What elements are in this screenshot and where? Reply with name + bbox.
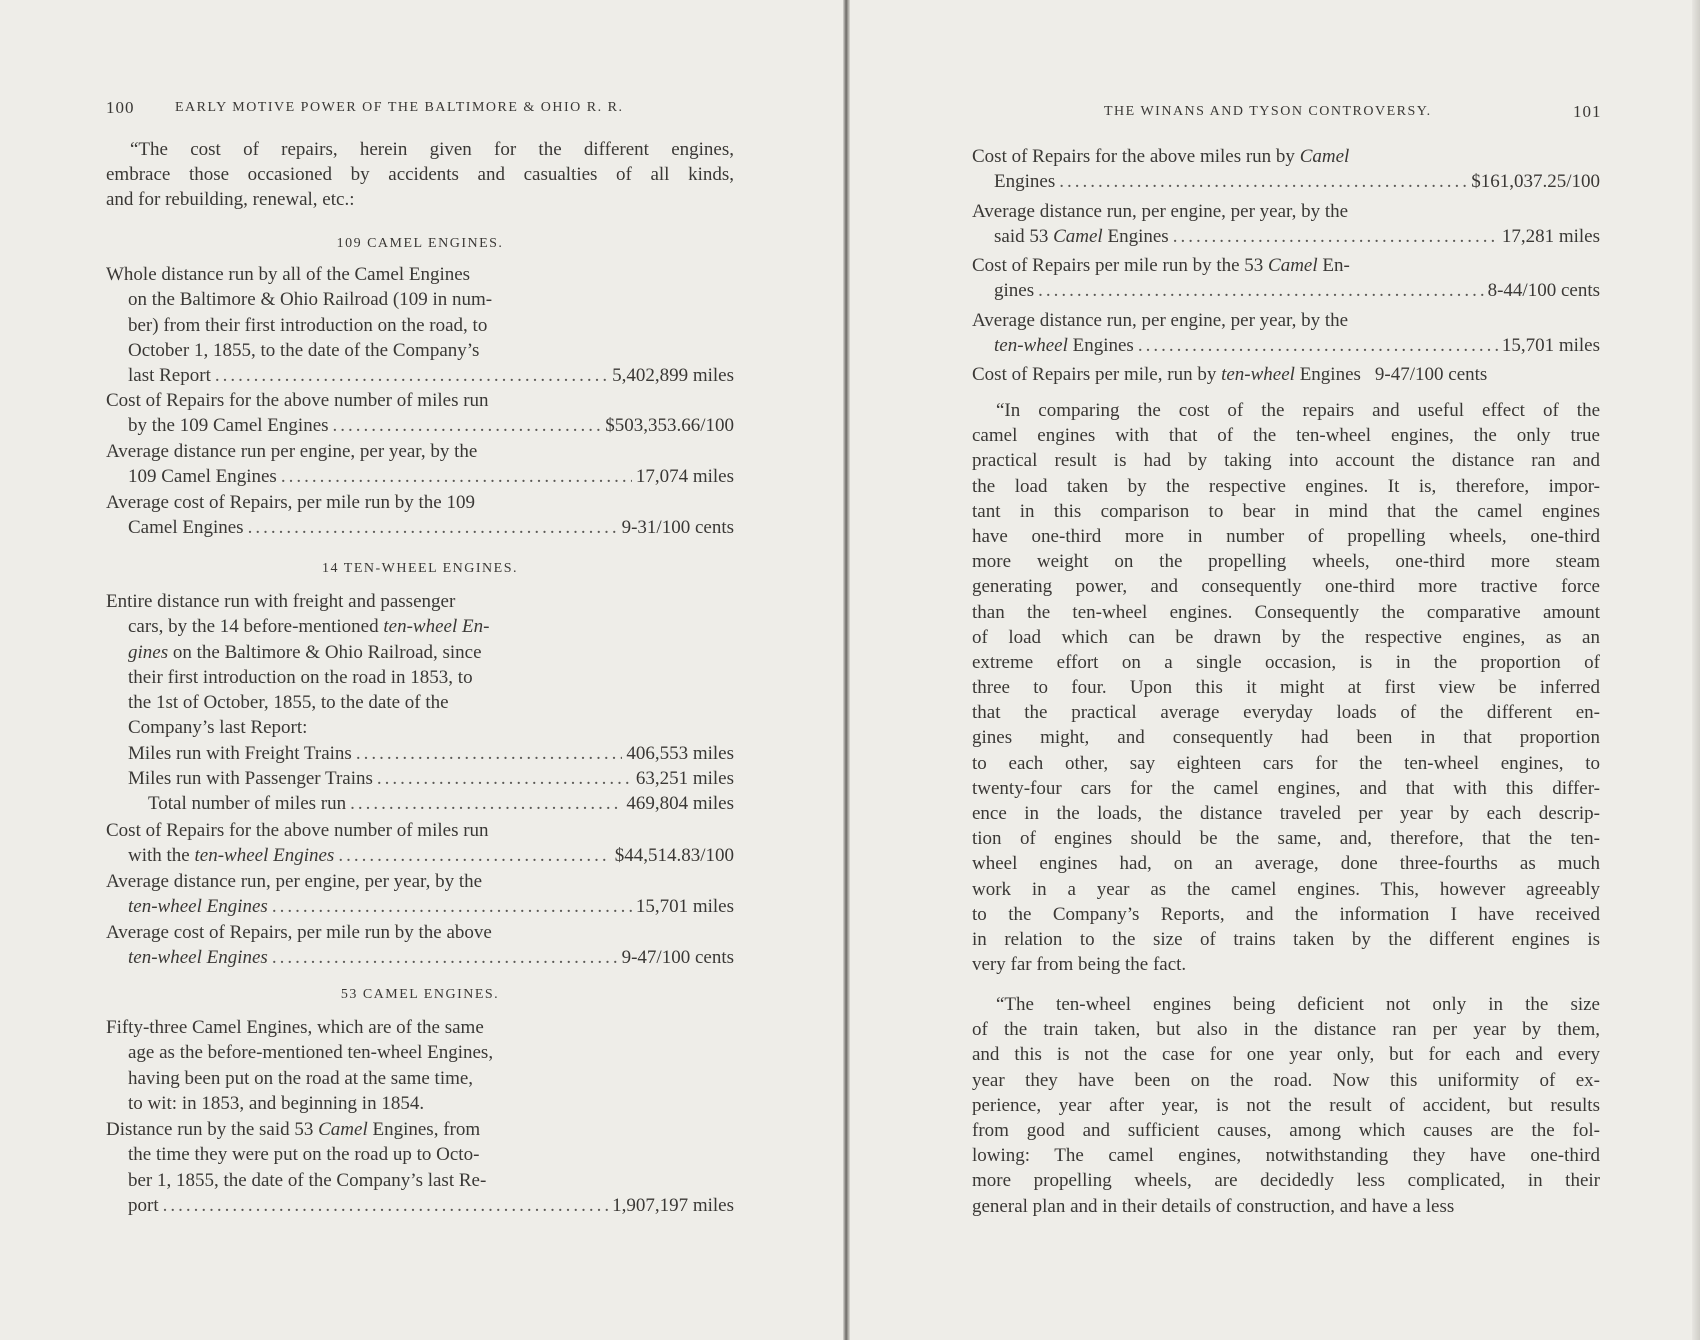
text-line: to the Company’s Reports, and the information I have received — [972, 903, 1600, 925]
text-run-italic: Camel — [1299, 146, 1350, 167]
text-line: more weight on the propelling wheels, one-third more steam — [972, 551, 1600, 573]
entry-label: Engines — [994, 171, 1056, 193]
entry-line: to wit: in 1853, and beginning in 1854. — [128, 1092, 425, 1114]
text-run: said 53 — [994, 226, 1054, 248]
entry-value: 1,907,197 miles — [612, 1194, 734, 1216]
text-run-italic: Camel — [1268, 255, 1318, 276]
text-run: Cost of Repairs per mile run by the 53 — [972, 255, 1269, 276]
text-line: the load taken by the respective engines. It is, therefore, impor- — [972, 475, 1600, 497]
leader-dots — [338, 843, 610, 868]
entry-value: 9-47/100 cents — [1374, 364, 1488, 385]
entry-value: 469,804 miles — [626, 793, 734, 815]
leader-dots — [1038, 278, 1483, 303]
entry-value: $161,037.25/100 — [1471, 171, 1600, 193]
page-edge — [1692, 0, 1700, 1340]
text-line: of the train taken, but also in the distance ran per year by them, — [972, 1019, 1600, 1041]
entry-line: the time they were put on the road up to Octo- — [128, 1144, 480, 1166]
entry-value: 15,701 miles — [1501, 335, 1600, 357]
leader-dots — [215, 363, 608, 388]
right-page-number: 101 — [1573, 102, 1602, 121]
text-line: generating power, and consequently one-third more tractive force — [972, 576, 1600, 598]
text-line: camel engines with that of the ten-wheel engines, the only true — [972, 425, 1600, 447]
text-run: Distance run by the said 53 — [106, 1119, 319, 1140]
right-page — [850, 0, 1700, 1340]
entry-entire-distance — [106, 589, 734, 817]
entry-value: 9-47/100 cents — [621, 947, 734, 969]
text-run-italic: gines — [128, 641, 169, 663]
text-line: “The ten-wheel engines being deficient not only in the size — [996, 994, 1600, 1015]
entry-label: gines — [994, 280, 1035, 302]
entry-line: Average cost of Repairs, per mile run by the above — [106, 922, 492, 943]
text-line: extreme effort on a single occasion, is in the proportion of — [972, 651, 1600, 673]
entry-line: age as the before-mentioned ten-wheel Engines, — [128, 1042, 494, 1064]
leader-dots — [333, 413, 602, 438]
entry-row-passenger — [106, 766, 734, 791]
entry-row — [972, 333, 1600, 358]
entry-average-distance-ten-wheel-right — [972, 308, 1600, 359]
entry-row — [972, 278, 1600, 303]
entry-label — [994, 333, 1134, 358]
leader-dots — [1059, 169, 1467, 194]
text-run: cars, by the 14 before-mentioned — [128, 616, 384, 638]
left-intro — [106, 137, 734, 213]
text-line: of load which can be drawn by the respective engines, as an — [972, 626, 1600, 648]
text-line: three to four. Upon this it might at first view be inferred — [972, 677, 1600, 699]
entry-value: 406,553 miles — [626, 742, 734, 764]
entry-row — [106, 843, 734, 868]
text-run: Cost of Repairs per mile, run by — [972, 364, 1222, 385]
right-running-head: THE WINANS AND TYSON CONTROVERSY. — [1104, 104, 1432, 119]
entry-value: $44,514.83/100 — [614, 845, 734, 867]
entry-label: last Report — [128, 365, 211, 387]
entry-row-freight — [106, 741, 734, 766]
leader-dots — [163, 1193, 608, 1218]
entry-line: Entire distance run with freight and passenger — [106, 591, 456, 612]
entry-row — [972, 362, 1600, 387]
entry-label: ten-wheel Engines — [128, 947, 268, 969]
entry-line: ber 1, 1855, the date of the Company’s last Re- — [128, 1169, 487, 1191]
book-gutter — [843, 0, 850, 1340]
entry-average-distance-ten-wheel — [106, 869, 734, 920]
text-run-italic: ten-wheel — [994, 335, 1068, 357]
text-run: Engines — [1294, 364, 1361, 385]
entry-line: the 1st of October, 1855, to the date of the — [128, 692, 449, 714]
entry-label: ten-wheel Engines — [128, 896, 268, 918]
section-heading-53-camel: 53 CAMEL ENGINES. — [340, 987, 500, 1002]
entry-label: Miles run with Freight Trains — [128, 742, 352, 764]
paragraph-deficient — [972, 992, 1600, 1219]
entry-line: Average distance run, per engine, per year, by the — [972, 201, 1349, 222]
entry-label: Camel Engines — [128, 517, 244, 539]
entry-row — [106, 1193, 734, 1218]
entry-cost-per-mile-ten-wheel — [972, 362, 1600, 387]
entry-line — [972, 253, 1600, 278]
left-page-number: 100 — [106, 98, 135, 117]
leader-dots — [1173, 224, 1498, 249]
entry-row — [972, 224, 1600, 249]
text-line: and this is not the case for one year only, but for each and every — [972, 1044, 1600, 1066]
text-run: with the — [128, 845, 195, 867]
entry-value: 17,281 miles — [1501, 226, 1600, 248]
entry-row — [972, 169, 1600, 194]
entry-average-distance-53-camel — [972, 199, 1600, 250]
left-page — [0, 0, 843, 1340]
entry-line — [106, 1117, 734, 1142]
text-line: work in a year as the camel engines. This, however agreeably — [972, 878, 1600, 900]
entry-average-cost-109 — [106, 490, 734, 541]
text-run-italic: Camel — [318, 1119, 368, 1140]
entry-label: 109 Camel Engines — [128, 466, 277, 488]
entry-row — [106, 464, 734, 489]
text-line: more propelling wheels, are decidedly less complicated, in their — [972, 1170, 1600, 1192]
entry-cost-repairs-109 — [106, 388, 734, 439]
entry-distance-53-camel — [106, 1117, 734, 1218]
leader-dots — [272, 945, 618, 970]
entry-line: Cost of Repairs for the above number of miles run — [106, 390, 489, 411]
entry-label: by the 109 Camel Engines — [128, 415, 329, 437]
text-line: from good and sufficient causes, among which causes are the fol- — [972, 1119, 1600, 1141]
entry-line: Average cost of Repairs, per mile run by the 109 — [106, 492, 475, 513]
entry-cost-repairs-camel — [972, 144, 1600, 195]
entry-line — [972, 144, 1600, 169]
text-line: tant in this comparison to bear in mind that the camel engines — [972, 500, 1600, 522]
text-line: wheel engines had, on an average, done three-fourths as much — [972, 853, 1600, 875]
text-line: “The cost of repairs, herein given for the different engines, — [130, 139, 734, 160]
entry-line: having been put on the road at the same time, — [128, 1067, 474, 1089]
text-line: in relation to the size of trains taken by the different engines is — [972, 928, 1600, 950]
entry-label: Total number of miles run — [148, 793, 347, 815]
entry-line: Fifty-three Camel Engines, which are of the same — [106, 1017, 484, 1038]
text-run: Engines — [1102, 226, 1169, 248]
entry-row — [106, 945, 734, 970]
entry-line: Company’s last Report: — [128, 717, 308, 739]
text-run: on the Baltimore & Ohio Railroad, since — [168, 641, 482, 663]
entry-row — [106, 363, 734, 388]
entry-average-cost-ten-wheel — [106, 920, 734, 971]
section-heading-14-ten-wheel: 14 TEN-WHEEL ENGINES. — [322, 561, 518, 576]
text-run-italic: ten-wheel — [1221, 364, 1295, 385]
entry-cost-per-mile-53-camel — [972, 253, 1600, 304]
leader-dots — [248, 515, 618, 540]
entry-line: Whole distance run by all of the Camel Engines — [106, 264, 471, 285]
left-running-head: EARLY MOTIVE POWER OF THE BALTIMORE & OHIO R. R. — [175, 100, 624, 115]
entry-row — [106, 413, 734, 438]
text-line: tion of engines should be the same, and, therefore, that the ten- — [972, 828, 1600, 850]
text-line: gines might, and consequently had been in that proportion — [972, 727, 1600, 749]
entry-label — [994, 224, 1169, 249]
text-run-italic: ten-wheel Engines — [194, 845, 335, 867]
leader-dots — [1138, 333, 1498, 358]
text-line: have one-third more in number of propelling wheels, one-third — [972, 525, 1600, 547]
entry-label — [972, 362, 1361, 387]
leader-dots — [350, 791, 622, 816]
entry-value: 8-44/100 cents — [1487, 280, 1600, 302]
text-line: very far from being the fact. — [972, 954, 1187, 976]
entry-line: on the Baltimore & Ohio Railroad (109 in num- — [128, 289, 493, 311]
leader-dots — [377, 766, 632, 791]
entry-line: Average distance run, per engine, per year, by the — [106, 871, 483, 892]
text-line: and for rebuilding, renewal, etc.: — [106, 189, 355, 211]
text-line: that the practical average everyday loads of the different en- — [972, 702, 1600, 724]
text-run: En- — [1317, 255, 1350, 276]
entry-fifty-three-camel — [106, 1015, 734, 1116]
text-line: ence in the loads, the distance traveled per year by each descrip- — [972, 803, 1600, 824]
entry-row — [106, 515, 734, 540]
text-line: twenty-four cars for the camel engines, and that with this differ- — [972, 777, 1600, 799]
leader-dots — [281, 464, 632, 489]
paragraph-comparison — [972, 398, 1600, 977]
entry-line — [106, 614, 734, 639]
leader-dots — [356, 741, 623, 766]
entry-cost-repairs-ten-wheel — [106, 818, 734, 869]
text-line: perience, year after year, is not the result of accident, but results — [972, 1094, 1600, 1116]
text-line: practical result is had by taking into account the distance ran and — [972, 450, 1600, 472]
entry-line — [106, 640, 734, 665]
entry-row-total — [106, 791, 734, 816]
text-line: embrace those occasioned by accidents and casualties of all kinds, — [106, 164, 734, 186]
entry-value: 9-31/100 cents — [621, 517, 734, 539]
section-heading-109-camel: 109 CAMEL ENGINES. — [336, 236, 504, 251]
leader-dots — [272, 894, 632, 919]
entry-value: 17,074 miles — [635, 466, 734, 488]
entry-line: Cost of Repairs for the above number of miles run — [106, 820, 489, 841]
entry-value: 5,402,899 miles — [612, 365, 734, 387]
text-run-italic: Camel — [1053, 226, 1103, 248]
entry-value: 15,701 miles — [635, 896, 734, 918]
entry-value: 63,251 miles — [635, 768, 734, 790]
entry-line: their first introduction on the road in 1853, to — [128, 666, 473, 688]
entry-line: October 1, 1855, to the date of the Company’s — [128, 339, 480, 361]
text-run: Engines, from — [367, 1119, 481, 1140]
entry-line: Average distance run, per engine, per year, by the — [972, 310, 1349, 331]
entry-label: port — [128, 1194, 159, 1216]
text-run: Cost of Repairs for the above miles run by — [972, 146, 1300, 167]
entry-value: $503,353.66/100 — [605, 415, 734, 437]
entry-label: Miles run with Passenger Trains — [128, 768, 373, 790]
text-line: year they have been on the road. Now this uniformity of ex- — [972, 1069, 1600, 1091]
entry-label — [128, 843, 334, 868]
text-run-italic: ten-wheel En- — [383, 616, 490, 638]
entry-whole-distance — [106, 262, 734, 388]
entry-average-distance-109 — [106, 439, 734, 490]
text-line: general plan and in their details of construction, and have a less — [972, 1195, 1455, 1217]
entry-line: Average distance run per engine, per year, by the — [106, 441, 478, 462]
text-line: to each other, say eighteen cars for the ten-wheel engines, to — [972, 752, 1600, 774]
text-line: than the ten-wheel engines. Consequently the comparative amount — [972, 601, 1600, 623]
text-run: Engines — [1067, 335, 1134, 357]
text-line: lowing: The camel engines, notwithstanding they have one-third — [972, 1145, 1600, 1167]
entry-line: ber) from their first introduction on the road, to — [128, 314, 488, 336]
text-line: “In comparing the cost of the repairs and useful effect of the — [996, 400, 1600, 421]
entry-row — [106, 894, 734, 919]
